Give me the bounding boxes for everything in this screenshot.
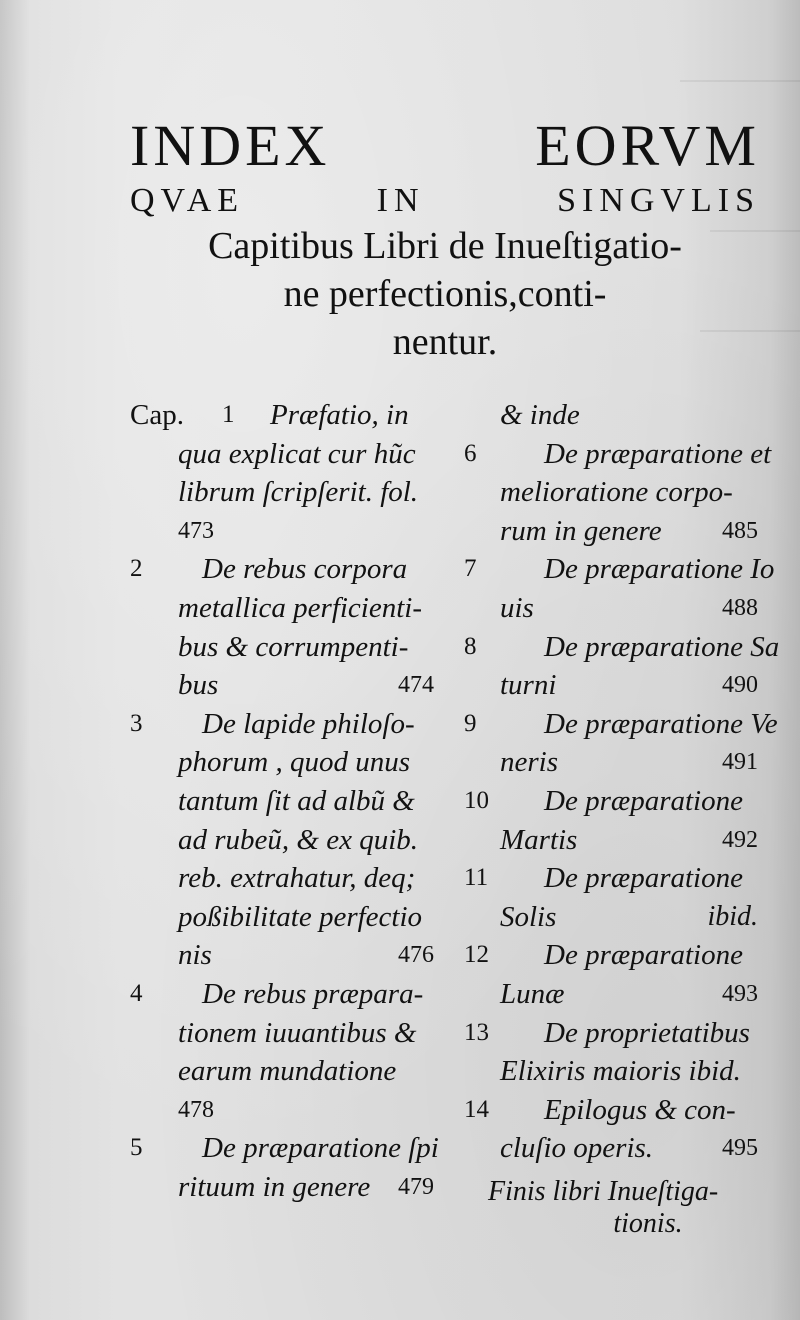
chapter-text: De lapide philoſo- [202,707,415,740]
chapter-text: Martis [500,823,578,856]
index-line [130,628,442,667]
index-line [130,589,442,628]
page-reference: 490 [722,672,758,699]
index-line [130,1168,442,1207]
title-word: INDEX [130,113,331,178]
index-line [458,743,766,782]
index-line [130,859,442,898]
chapter-text: reb. extrahatur, deq; [178,862,416,895]
chapter-text: De præparatione ſpi [202,1132,439,1165]
chapter-number: 4 [130,979,143,1007]
title-word: SINGVLIS [557,182,760,219]
chapter-text: nis [178,939,212,972]
index-line [458,1091,766,1130]
index-line [458,512,766,551]
index-line [130,1129,442,1168]
chapter-text: & inde [500,399,580,431]
chapter-text: De rebus corpora [202,553,408,586]
page-reference: 493 [722,980,758,1007]
chapter-text: rituum in genere [178,1170,371,1203]
chapter-number: 5 [130,1134,143,1162]
chapter-text: turni [500,669,557,702]
chapter-number: 1 [222,401,235,428]
index-line [458,1052,766,1091]
index-line [458,396,766,435]
index-line [458,550,775,589]
page-reference: 485 [722,517,758,544]
page-reference: 492 [722,826,758,853]
chapter-text: 478 [178,1096,214,1123]
title-word: QVAE [130,182,245,219]
index-line [130,550,442,589]
finis-note [488,1176,768,1240]
title-line-4: ne perfectionis,conti- [283,273,607,315]
chapter-text: phorum , quod unus [178,746,411,779]
index-line [458,975,766,1014]
index-line [130,975,442,1014]
chapter-text: cluſio operis. [500,1132,654,1165]
title-word: EORVM [535,113,760,178]
chapter-number: 11 [464,864,489,892]
chapter-text: metallica perficienti- [178,591,423,624]
bleed-through-mark [680,80,800,82]
index-line [130,473,442,512]
chapter-text: Præfatio, in [270,399,409,431]
chapter-text: tantum ſit ad albũ & [178,784,415,817]
chapter-text: Solis [500,900,557,933]
chapter-number: 8 [464,632,477,660]
chapter-label: Cap. [130,399,184,431]
title-word: IN [376,182,425,219]
index-left-column [130,396,442,1206]
index-right-column [458,396,780,1168]
chapter-text: earum mundatione [178,1055,397,1088]
chapter-text: rum in genere [500,514,662,547]
chapter-number: 12 [464,941,489,969]
index-line [458,628,780,667]
index-line [130,898,442,937]
page-reference: 491 [722,749,758,776]
chapter-text: bus [178,669,219,702]
index-line [130,821,442,860]
index-line [458,1129,766,1168]
index-line [130,512,442,551]
index-line [130,936,442,975]
page-reference: 488 [722,594,758,621]
chapter-text: De præparatione et [544,437,772,470]
chapter-text: poßibilitate perfectio [178,900,423,933]
chapter-text: uis [500,591,534,624]
index-line [458,782,766,821]
index-line [130,743,442,782]
chapter-text: neris [500,746,558,779]
index-line [130,1052,442,1091]
chapter-text: qua explicat cur hũc [178,437,416,470]
chapter-text: ad rubeũ, & ex quib. [178,823,419,856]
title-line-2 [130,182,760,220]
index-line [458,1014,766,1053]
index-line [130,705,442,744]
index-line [130,666,442,705]
chapter-number: 7 [464,555,477,583]
chapter-text: De rebus præpara- [202,977,424,1010]
finis-line-1: Finis libri Inueſtiga- [488,1176,719,1207]
chapter-number: 13 [464,1018,489,1046]
title-line-1 [130,112,760,179]
chapter-text: Elixiris maioris ibid. [500,1055,741,1088]
chapter-number: 6 [464,439,477,467]
page-reference: 474 [398,672,434,699]
chapter-number: 3 [130,709,143,737]
chapter-text: librum ſcripſerit. fol. [178,476,419,509]
chapter-text: tionem iuuantibus & [178,1016,417,1049]
chapter-text: bus & corrumpenti- [178,630,409,663]
index-line [458,666,766,705]
chapter-number: 9 [464,709,477,737]
chapter-text: De præparatione [544,939,743,972]
index-line [458,589,766,628]
chapter-number: 14 [464,1095,489,1123]
chapter-text: De præparatione Io [544,553,775,586]
index-line [458,705,778,744]
page-reference: ibid. [707,900,758,932]
index-line [130,1091,442,1130]
chapter-text: De præparatione [544,862,743,895]
chapter-text: Lunæ [500,977,565,1010]
index-line [458,821,766,860]
index-line [130,1014,442,1053]
index-line [458,859,766,898]
page-reference: 495 [722,1135,758,1162]
title-line-5: nentur. [392,321,498,363]
chapter-text: De præparatione Ve [544,707,778,740]
index-line [130,396,442,435]
page-reference: 479 [398,1173,434,1200]
finis-line-2: tionis. [613,1208,683,1239]
chapter-text: De præparatione Sa [544,630,780,663]
chapter-text: De proprietatibus [544,1016,750,1049]
index-line [130,782,442,821]
chapter-number: 2 [130,555,143,583]
index-line [130,435,442,474]
index-line [458,936,766,975]
title-line-3: Capitibus Libri de Inueſtigatio- [208,225,682,267]
index-line [458,473,766,512]
chapter-text: De præparatione [544,784,743,817]
page-reference: 476 [398,942,434,969]
chapter-number: 10 [464,786,489,814]
index-line [458,435,772,474]
chapter-text: 473 [178,517,214,544]
index-line [458,898,766,937]
chapter-text: Epilogus & con- [544,1093,736,1126]
chapter-text: melioratione corpo- [500,476,733,509]
